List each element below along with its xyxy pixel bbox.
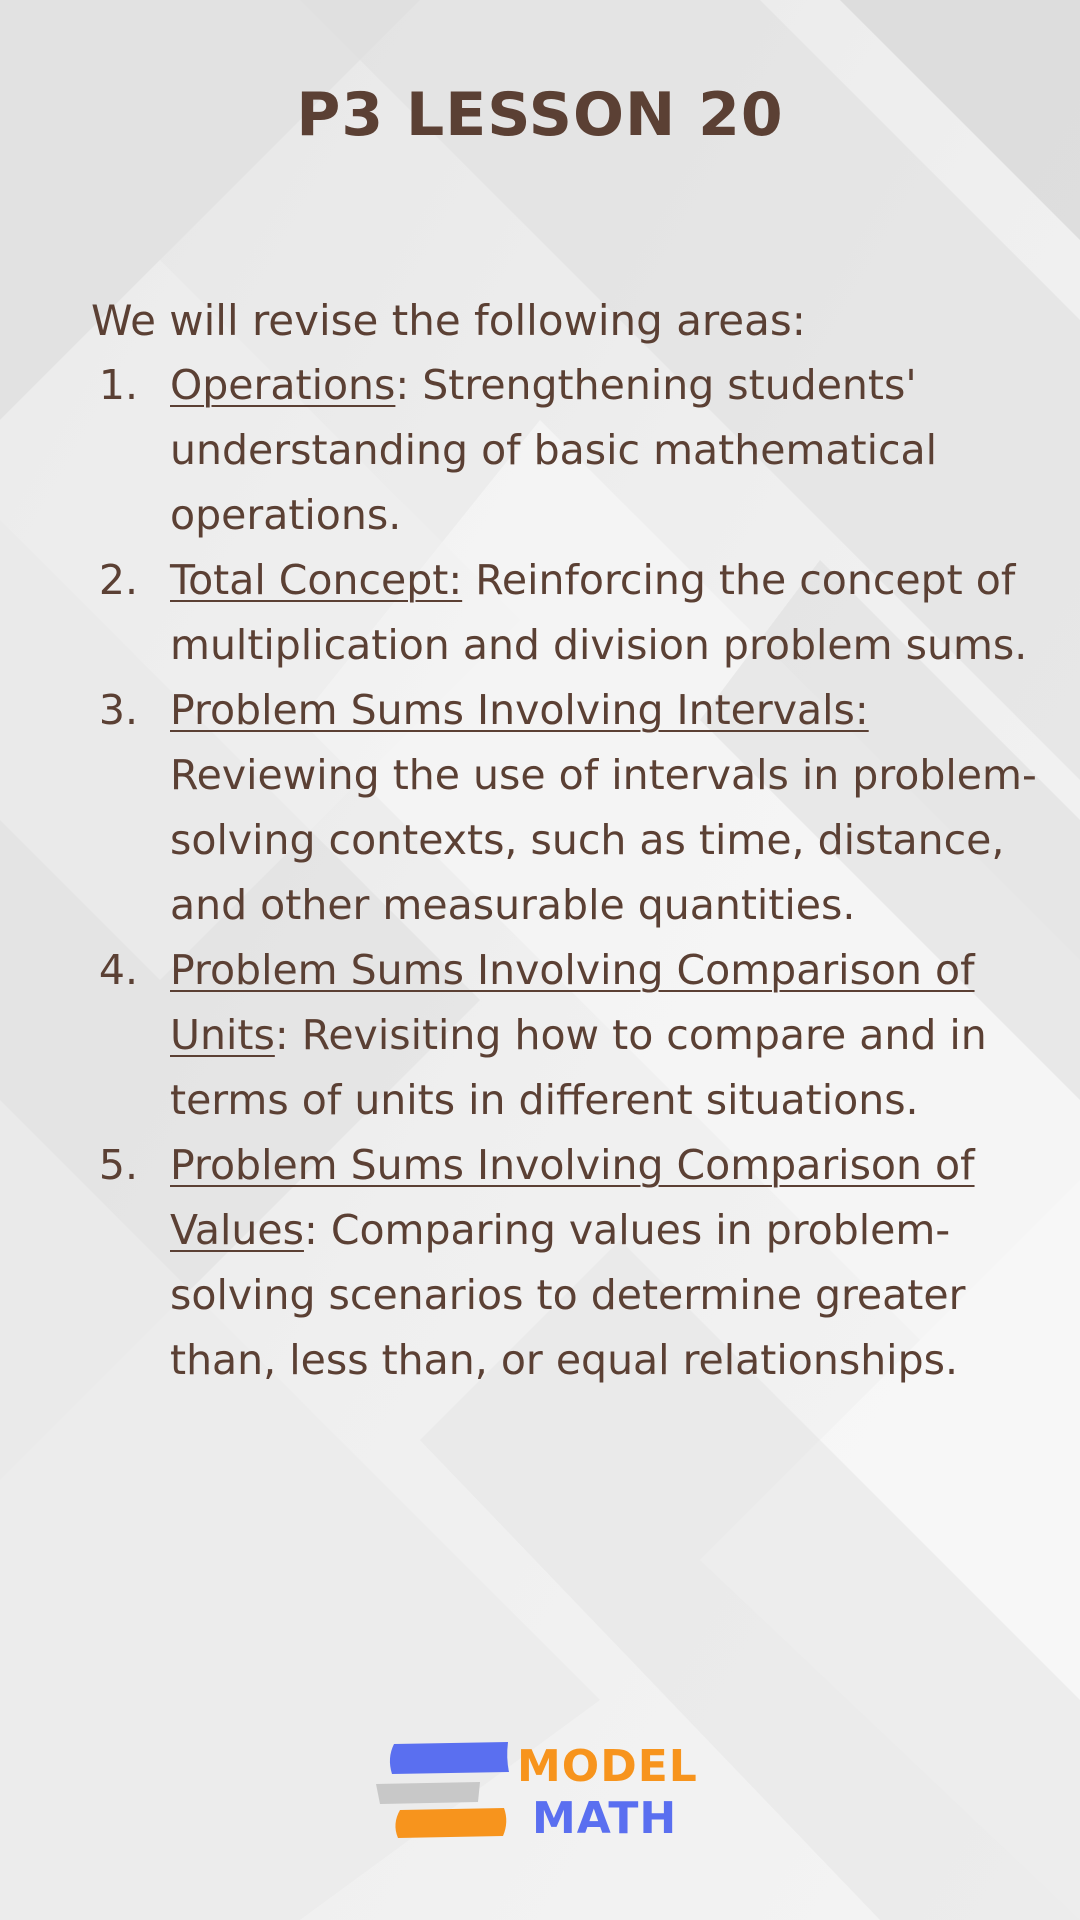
model-math-logo [372,1738,712,1848]
item-number: 4. [98,946,138,994]
item-term: Problem Sums Involving Comparison of Units [170,946,975,1059]
item-description: Reinforcing the concept of multiplication and division problem sums. [170,556,1028,669]
item-description: Reviewing the use of intervals in problem-solving contexts, such as time, distance, and other measurable quantities. [170,751,1037,929]
item-number: 2. [98,556,138,604]
logo-text-math: MATH [532,1793,678,1844]
item-term: Problem Sums Involving Intervals: [170,686,869,734]
item-separator: : [303,1206,318,1254]
list-item [0,548,1050,678]
item-number: 5. [98,1141,138,1189]
item-term: Operations [170,361,396,409]
item-number: 3. [98,686,138,734]
item-number: 1. [98,361,138,409]
list-item [0,1133,1050,1393]
item-separator: : [395,361,410,409]
revision-list [0,353,1080,1393]
item-term: Total Concept: [170,556,463,604]
item-description: Comparing values in problem-solving scenarios to determine greater than, less than, or equal relationships. [170,1206,966,1384]
item-separator: : [274,1011,289,1059]
intro-text: We will revise the following areas: [91,296,806,345]
list-item [0,678,1050,938]
page-title: P3 LESSON 20 [296,80,784,150]
item-term: Problem Sums Involving Comparison of Values [170,1141,975,1254]
item-description: Strengthening students' understanding of basic mathematical operations. [170,361,938,539]
item-description: Revisiting how to compare and in terms of units in different situations. [170,1011,987,1124]
list-item [0,938,1050,1133]
list-item [0,353,1050,548]
logo-text-model: MODEL [517,1741,698,1792]
